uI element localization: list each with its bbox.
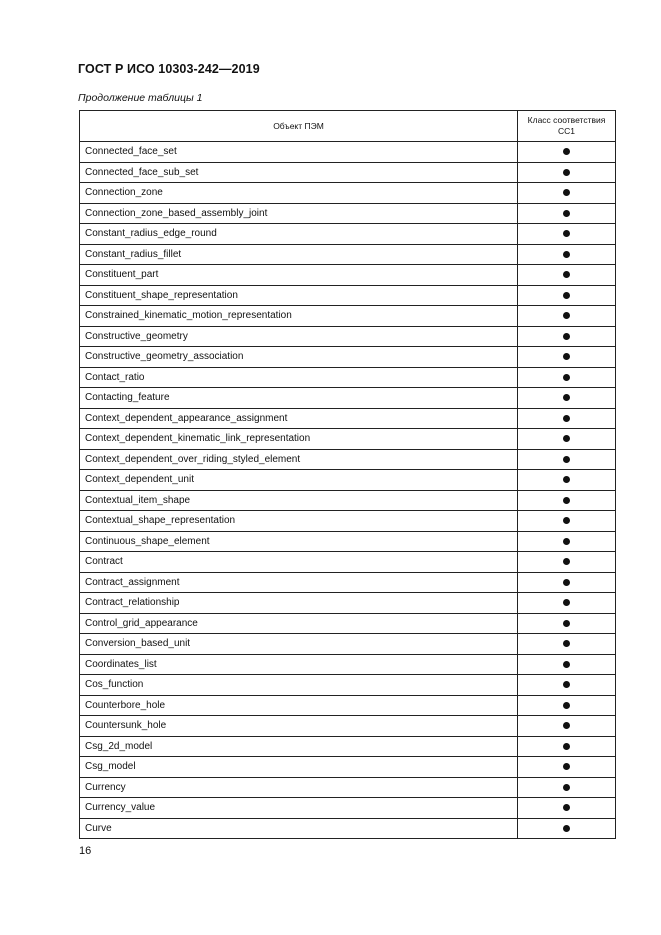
table-row xyxy=(80,470,616,491)
table-row xyxy=(80,367,616,388)
conformance-mark-cell xyxy=(518,511,616,532)
conformance-mark-cell xyxy=(518,203,616,224)
filled-circle-icon xyxy=(563,558,570,565)
table-row xyxy=(80,408,616,429)
conformance-mark-cell xyxy=(518,244,616,265)
conformance-mark-cell xyxy=(518,777,616,798)
table-row xyxy=(80,675,616,696)
filled-circle-icon xyxy=(563,333,570,340)
filled-circle-icon xyxy=(563,435,570,442)
conformance-mark-cell xyxy=(518,531,616,552)
object-name-cell: Conversion_based_unit xyxy=(80,634,518,655)
table-row xyxy=(80,347,616,368)
object-name-cell: Context_dependent_over_riding_styled_element xyxy=(80,449,518,470)
object-name-cell: Coordinates_list xyxy=(80,654,518,675)
table-row xyxy=(80,552,616,573)
conformance-mark-cell xyxy=(518,716,616,737)
object-name-cell: Contextual_shape_representation xyxy=(80,511,518,532)
filled-circle-icon xyxy=(563,599,570,606)
object-name-cell: Constructive_geometry_association xyxy=(80,347,518,368)
table-row xyxy=(80,306,616,327)
conformance-mark-cell xyxy=(518,572,616,593)
table-row xyxy=(80,142,616,163)
table-row xyxy=(80,777,616,798)
conformance-mark-cell xyxy=(518,490,616,511)
object-name-cell: Countersunk_hole xyxy=(80,716,518,737)
object-name-cell: Context_dependent_unit xyxy=(80,470,518,491)
filled-circle-icon xyxy=(563,230,570,237)
table-row xyxy=(80,511,616,532)
column-header-class-text: Класс соответствия СС1 xyxy=(527,115,606,136)
conformance-mark-cell xyxy=(518,326,616,347)
table-row xyxy=(80,593,616,614)
filled-circle-icon xyxy=(563,476,570,483)
filled-circle-icon xyxy=(563,251,570,258)
object-name-cell: Constituent_shape_representation xyxy=(80,285,518,306)
page-number: 16 xyxy=(79,845,92,857)
table-row xyxy=(80,531,616,552)
table-row xyxy=(80,695,616,716)
filled-circle-icon xyxy=(563,825,570,832)
conformance-mark-cell xyxy=(518,408,616,429)
table-row xyxy=(80,388,616,409)
filled-circle-icon xyxy=(563,189,570,196)
conformance-mark-cell xyxy=(518,429,616,450)
conformance-mark-cell xyxy=(518,306,616,327)
conformance-mark-cell xyxy=(518,634,616,655)
table-row xyxy=(80,203,616,224)
filled-circle-icon xyxy=(563,169,570,176)
table-row xyxy=(80,634,616,655)
table-row xyxy=(80,572,616,593)
object-name-cell: Contract_relationship xyxy=(80,593,518,614)
conformance-mark-cell xyxy=(518,347,616,368)
object-name-cell: Contextual_item_shape xyxy=(80,490,518,511)
column-header-object: Объект ПЭМ xyxy=(80,111,518,142)
table-row xyxy=(80,818,616,839)
table-caption: Продолжение таблицы 1 xyxy=(78,92,203,104)
object-name-cell: Constant_radius_fillet xyxy=(80,244,518,265)
conformance-mark-cell xyxy=(518,224,616,245)
conformance-mark-cell xyxy=(518,675,616,696)
object-name-cell: Currency_value xyxy=(80,798,518,819)
object-name-cell: Contact_ratio xyxy=(80,367,518,388)
object-name-cell: Csg_2d_model xyxy=(80,736,518,757)
object-name-cell: Cos_function xyxy=(80,675,518,696)
conformance-mark-cell xyxy=(518,613,616,634)
object-name-cell: Contract xyxy=(80,552,518,573)
table-row xyxy=(80,449,616,470)
conformance-mark-cell xyxy=(518,654,616,675)
table-body xyxy=(80,142,616,839)
filled-circle-icon xyxy=(563,743,570,750)
filled-circle-icon xyxy=(563,620,570,627)
object-name-cell: Connection_zone xyxy=(80,183,518,204)
table-row xyxy=(80,613,616,634)
filled-circle-icon xyxy=(563,210,570,217)
table-row xyxy=(80,798,616,819)
filled-circle-icon xyxy=(563,148,570,155)
object-name-cell: Context_dependent_kinematic_link_representation xyxy=(80,429,518,450)
conformance-mark-cell xyxy=(518,183,616,204)
table-row xyxy=(80,265,616,286)
conformance-mark-cell xyxy=(518,757,616,778)
conformance-mark-cell xyxy=(518,449,616,470)
table-row xyxy=(80,490,616,511)
table-row xyxy=(80,244,616,265)
table-row xyxy=(80,429,616,450)
conformance-mark-cell xyxy=(518,388,616,409)
object-name-cell: Constant_radius_edge_round xyxy=(80,224,518,245)
filled-circle-icon xyxy=(563,292,570,299)
object-name-cell: Connection_zone_based_assembly_joint xyxy=(80,203,518,224)
conformance-mark-cell xyxy=(518,736,616,757)
object-name-cell: Constructive_geometry xyxy=(80,326,518,347)
filled-circle-icon xyxy=(563,681,570,688)
conformance-mark-cell xyxy=(518,798,616,819)
table-row xyxy=(80,757,616,778)
filled-circle-icon xyxy=(563,784,570,791)
filled-circle-icon xyxy=(563,538,570,545)
conformance-mark-cell xyxy=(518,367,616,388)
filled-circle-icon xyxy=(563,456,570,463)
conformance-mark-cell xyxy=(518,265,616,286)
table-row xyxy=(80,162,616,183)
conformance-mark-cell xyxy=(518,162,616,183)
object-name-cell: Csg_model xyxy=(80,757,518,778)
conformance-mark-cell xyxy=(518,142,616,163)
filled-circle-icon xyxy=(563,353,570,360)
table-row xyxy=(80,716,616,737)
conformance-mark-cell xyxy=(518,695,616,716)
object-name-cell: Context_dependent_appearance_assignment xyxy=(80,408,518,429)
filled-circle-icon xyxy=(563,497,570,504)
filled-circle-icon xyxy=(563,271,570,278)
filled-circle-icon xyxy=(563,517,570,524)
table-row xyxy=(80,224,616,245)
object-name-cell: Contacting_feature xyxy=(80,388,518,409)
table-row xyxy=(80,736,616,757)
conformance-mark-cell xyxy=(518,818,616,839)
object-name-cell: Continuous_shape_element xyxy=(80,531,518,552)
filled-circle-icon xyxy=(563,394,570,401)
filled-circle-icon xyxy=(563,415,570,422)
column-header-class xyxy=(518,111,616,142)
document-header: ГОСТ Р ИСО 10303-242—2019 xyxy=(78,62,260,76)
object-name-cell: Currency xyxy=(80,777,518,798)
filled-circle-icon xyxy=(563,804,570,811)
table-row xyxy=(80,326,616,347)
object-name-cell: Counterbore_hole xyxy=(80,695,518,716)
table-row xyxy=(80,654,616,675)
filled-circle-icon xyxy=(563,312,570,319)
object-name-cell: Constrained_kinematic_motion_representation xyxy=(80,306,518,327)
table-header-row xyxy=(80,111,616,142)
conformance-mark-cell xyxy=(518,470,616,491)
object-name-cell: Connected_face_sub_set xyxy=(80,162,518,183)
table-row xyxy=(80,183,616,204)
object-name-cell: Curve xyxy=(80,818,518,839)
object-name-cell: Connected_face_set xyxy=(80,142,518,163)
conformance-table xyxy=(79,110,616,839)
object-name-cell: Control_grid_appearance xyxy=(80,613,518,634)
object-name-cell: Constituent_part xyxy=(80,265,518,286)
filled-circle-icon xyxy=(563,640,570,647)
filled-circle-icon xyxy=(563,661,570,668)
filled-circle-icon xyxy=(563,702,570,709)
conformance-mark-cell xyxy=(518,552,616,573)
filled-circle-icon xyxy=(563,374,570,381)
filled-circle-icon xyxy=(563,579,570,586)
filled-circle-icon xyxy=(563,722,570,729)
object-name-cell: Contract_assignment xyxy=(80,572,518,593)
filled-circle-icon xyxy=(563,763,570,770)
conformance-mark-cell xyxy=(518,593,616,614)
conformance-mark-cell xyxy=(518,285,616,306)
table-row xyxy=(80,285,616,306)
